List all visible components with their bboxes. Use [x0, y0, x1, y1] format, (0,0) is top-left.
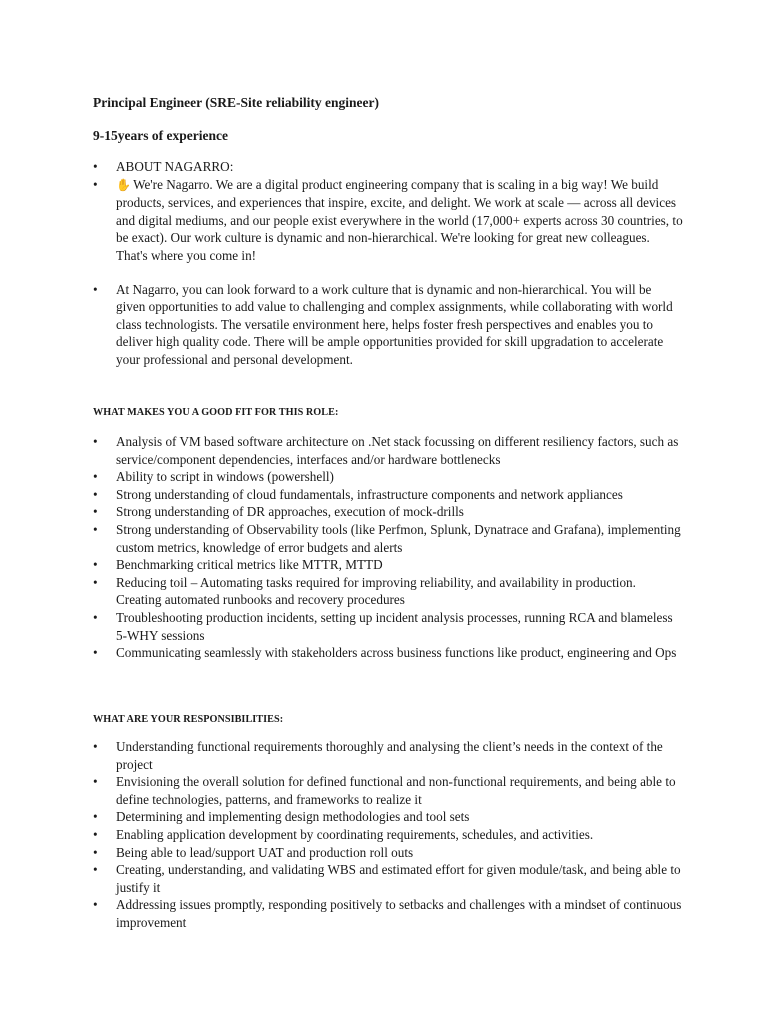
- list-item-text: Being able to lead/support UAT and production roll outs: [116, 844, 414, 860]
- about-intro-text: We're Nagarro. We are a digital product engineering company that is scaling in a big way! We build products, services, and experiences that inspire, excite, and delight. We work at scale — across all devices and digital mediums, and our people exist everywhere in the world (17,000+ experts across 30 countries, to be exact). Our work culture is dynamic and non-hierarchical. We're looking for great new colleagues. That's where you come in!: [116, 176, 683, 263]
- list-item: [93, 808, 683, 826]
- list-item: [93, 844, 683, 862]
- experience-requirement: 9-15years of experience: [93, 128, 228, 143]
- list-item: [93, 281, 683, 369]
- list-item: [93, 503, 683, 521]
- list-item: [93, 556, 683, 574]
- list-item-text: Strong understanding of cloud fundamentals, infrastructure components and network appliances: [116, 486, 623, 502]
- list-item: [93, 644, 683, 662]
- list-item-text: Ability to script in windows (powershell): [116, 469, 334, 485]
- fit-list: [93, 433, 683, 662]
- list-item: [93, 433, 683, 468]
- list-item-text: Determining and implementing design methodologies and tool sets: [116, 809, 470, 825]
- list-item-text: Benchmarking critical metrics like MTTR, MTTD: [116, 557, 383, 573]
- list-item: [93, 773, 683, 808]
- list-item-text: Troubleshooting production incidents, setting up incident analysis processes, running RCA and blameless 5-WHY sessions: [116, 609, 673, 643]
- list-item: [93, 609, 683, 644]
- bullet: •: [93, 159, 98, 174]
- list-item: [93, 176, 683, 265]
- bullet: •: [93, 281, 98, 297]
- job-title: Principal Engineer (SRE-Site reliability engineer): [93, 95, 379, 110]
- waving-hand-icon: ✋: [116, 177, 131, 192]
- list-item: [93, 738, 683, 773]
- bullet: •: [93, 897, 98, 913]
- list-item: [93, 574, 683, 609]
- list-item-text: Enabling application development by coordinating requirements, schedules, and activities.: [116, 826, 594, 842]
- about-heading: ABOUT NAGARRO:: [116, 159, 234, 174]
- list-item: [93, 521, 683, 556]
- bullet: •: [93, 504, 98, 520]
- list-item-text: Communicating seamlessly with stakeholders across business functions like product, engineering and Ops: [116, 645, 677, 661]
- bullet: •: [93, 739, 98, 754]
- bullet: •: [93, 862, 98, 878]
- bullet: •: [93, 557, 98, 573]
- list-item-text: Strong understanding of Observability tools (like Perfmon, Splunk, Dynatrace and Grafana), implementing custom metrics, knowledge of error budgets and alerts: [116, 521, 681, 555]
- bullet: •: [93, 645, 98, 661]
- bullet: •: [93, 176, 98, 192]
- about-list: [93, 158, 683, 369]
- list-item: [93, 861, 683, 896]
- bullet: •: [93, 609, 98, 625]
- list-item-text: Reducing toil – Automating tasks required for improving reliability, and availability in production. Creating automated runbooks and recovery procedures: [116, 574, 636, 608]
- about-culture-text: At Nagarro, you can look forward to a work culture that is dynamic and non-hierarchical. You will be given opportunities to add value to challenging and complex assignments, while collaborating with world class technologists. The versatile environment here, helps foster fresh perspectives and enables you to deliver high quality code. There will be ample opportunities provided for skill upgradation to accelerate your professional and personal development.: [116, 281, 673, 367]
- list-item-text: Envisioning the overall solution for defined functional and non-functional requirements, and being able to define technologies, patterns, and frameworks to realize it: [116, 774, 676, 807]
- list-item-text: Creating, understanding, and validating WBS and estimated effort for given module/task, and being able to justify it: [116, 862, 681, 895]
- bullet: •: [93, 521, 98, 537]
- bullet: •: [93, 434, 98, 449]
- bullet: •: [93, 844, 98, 860]
- responsibilities-list: [93, 738, 683, 932]
- fit-heading: WHAT MAKES YOU A GOOD FIT FOR THIS ROLE:: [93, 407, 339, 418]
- list-item-text: Analysis of VM based software architecture on .Net stack focussing on different resiliency factors, such as service/component dependencies, interfaces and/or hardware bottlenecks: [116, 434, 679, 467]
- bullet: •: [93, 486, 98, 502]
- list-item-text: Understanding functional requirements thoroughly and analysing the client’s needs in the context of the project: [116, 739, 663, 772]
- list-item-text: Strong understanding of DR approaches, execution of mock-drills: [116, 504, 464, 520]
- bullet: •: [93, 574, 98, 590]
- list-item: [93, 826, 683, 844]
- list-item: [93, 486, 683, 504]
- list-item-text: Addressing issues promptly, responding positively to setbacks and challenges with a mindset of continuous improvement: [116, 897, 682, 930]
- bullet: •: [93, 809, 98, 825]
- bullet: •: [93, 774, 98, 790]
- list-item: [93, 468, 683, 486]
- responsibilities-heading: WHAT ARE YOUR RESPONSIBILITIES:: [93, 714, 284, 725]
- list-item: [93, 896, 683, 931]
- bullet: •: [93, 826, 98, 842]
- list-item: [93, 158, 683, 176]
- bullet: •: [93, 469, 98, 485]
